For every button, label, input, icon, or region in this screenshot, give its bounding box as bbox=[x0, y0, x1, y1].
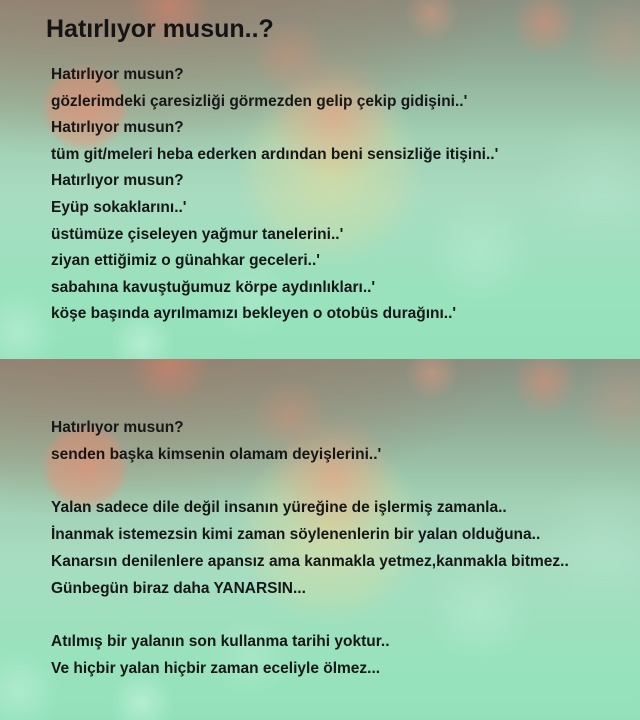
poem-line: Hatırlıyor musun? bbox=[51, 119, 184, 137]
poem-line: Hatırlıyor musun? bbox=[51, 419, 184, 436]
page-title: Hatırlıyor musun..? bbox=[46, 15, 274, 43]
poem-line: Günbegün biraz daha YANARSIN... bbox=[51, 579, 306, 597]
poem-line: Kanarsın denilenlere apansız ama kanmakla yetmez,kanmakla bitmez.. bbox=[51, 552, 569, 570]
poem-line: sabahına kavuştuğumuz körpe aydınlıkları..' bbox=[51, 278, 376, 296]
poem-line: Yalan sadece dile değil insanın yüreğine de işlermiş zamanla.. bbox=[51, 499, 507, 517]
poem-line-blank bbox=[51, 469, 640, 496]
poem-stanza-1 bbox=[51, 62, 640, 328]
poem-section-1 bbox=[0, 0, 640, 359]
poem-line: İnanmak istemezsin kimi zaman söylenenlerin bir yalan olduğuna.. bbox=[51, 526, 541, 544]
poem-line: senden başka kimsenin olamam deyişlerini..' bbox=[51, 445, 382, 463]
poem-line: tüm git/meleri heba ederken ardından beni sensizliğe itişini..' bbox=[51, 145, 499, 163]
poem-line: köşe başında ayrılmamızı bekleyen o otobüs durağını..' bbox=[51, 305, 457, 323]
poem-line: Ve hiçbir yalan hiçbir zaman eceliyle ölmez... bbox=[51, 660, 381, 678]
poem-line: Atılmış bir yalanın son kullanma tarihi yoktur.. bbox=[51, 633, 390, 651]
poem-line: Hatırlıyor musun? bbox=[51, 66, 184, 83]
poem-stanza-2 bbox=[51, 359, 640, 683]
poem-line: ziyan ettiğimiz o günahkar geceleri..' bbox=[51, 252, 320, 270]
poem-line-blank bbox=[51, 603, 640, 630]
poem-line: Eyüp sokaklarını..' bbox=[51, 198, 187, 216]
poem-section-2 bbox=[0, 359, 640, 720]
poem-line: Hatırlıyor musun? bbox=[51, 172, 184, 190]
poem-line: üstümüze çiseleyen yağmur tanelerini..' bbox=[51, 225, 344, 243]
poem-line: gözlerimdeki çaresizliği görmezden gelip çekip gidişini..' bbox=[51, 92, 468, 110]
